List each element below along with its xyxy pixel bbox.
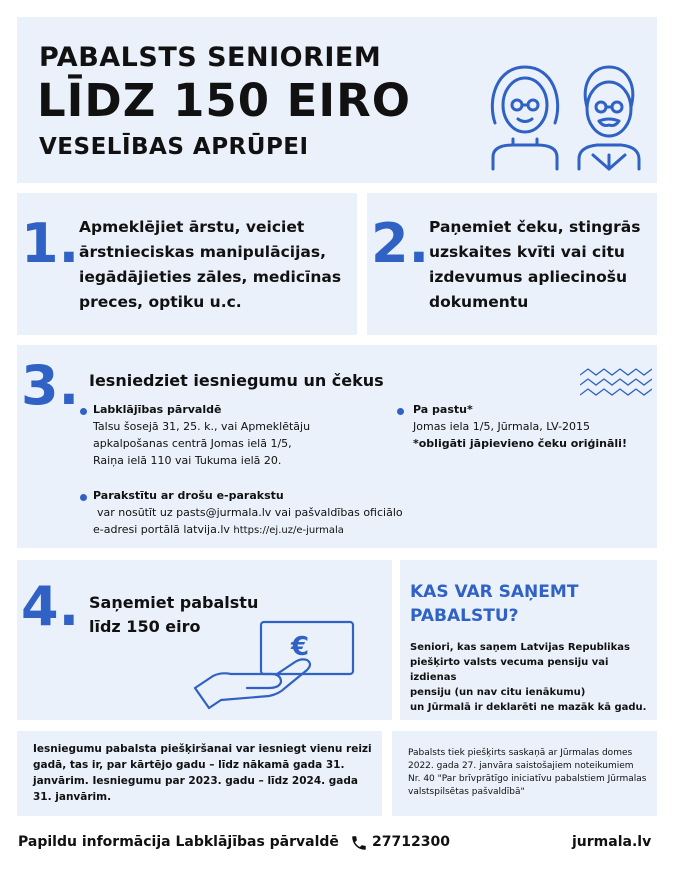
wave-decoration (580, 367, 652, 399)
step-4-panel (17, 560, 392, 720)
phone-icon (350, 834, 368, 852)
euro-symbol: € (291, 632, 310, 662)
header-panel (17, 17, 657, 183)
eligibility-text (410, 640, 656, 715)
step-3-panel (17, 345, 657, 548)
bullet-1-title: Labklājības pārvaldē (93, 403, 222, 416)
deadline-panel (17, 731, 382, 816)
step-3-number: 3. (21, 354, 80, 417)
title-line-2: LĪDZ 150 EIRO (37, 74, 412, 127)
bullet-2-line-1: var nosūtīt uz pasts@jurmala.lv vai pašvaldības oficiālo (97, 506, 403, 519)
eligibility-heading-2: PABALSTU? (410, 606, 519, 626)
bullet-dot (80, 494, 87, 501)
bullet-3 (413, 401, 653, 452)
footer-site[interactable]: jurmala.lv (572, 834, 652, 850)
title-line-3: VESELĪBAS APRŪPEI (39, 134, 309, 160)
bullet-3-note: *obligāti jāpievieno čeku oriģināli! (413, 437, 627, 450)
eligibility-line-1: Seniori, kas saņem Latvijas Republikas (410, 642, 630, 653)
bullet-3-line-1: Jomas iela 1/5, Jūrmala, LV-2015 (413, 420, 591, 433)
step-4-line-1: Saņemiet pabalstu (89, 593, 259, 612)
bullet-2-line-2 (93, 521, 473, 539)
bullet-1-line-3: Raiņa ielā 110 vai Tukuma ielā 20. (93, 454, 282, 467)
step-1-panel (17, 193, 357, 335)
step-2-panel (367, 193, 657, 335)
step-3-title: Iesniedziet iesniegumu un čekus (89, 371, 384, 390)
bullet-dot (397, 408, 404, 415)
eligibility-heading-1: KAS VAR SAŅEMT (410, 582, 579, 602)
eligibility-panel (400, 560, 657, 720)
bullet-2-title: Parakstītu ar drošu e-parakstu (93, 489, 284, 502)
bullet-3-title: Pa pastu* (413, 403, 473, 416)
footer-info: Papildu informācija Labklājības pārvaldē (18, 834, 339, 850)
title-line-1: PABALSTS SENIORIEM (39, 42, 382, 73)
step-1-number: 1. (21, 212, 80, 275)
bullet-2-line-2-text: e-adresi portālā latvija.lv (93, 523, 230, 536)
step-1-text: Apmeklējiet ārstu, veiciet ārstnieciskas manipulācijas, iegādājieties zāles, medicīnas preces, optiku u.c. (79, 218, 342, 311)
eligibility-line-2: piešķirto valsts vecuma pensiju vai izdienas (410, 657, 609, 683)
eligibility-line-4: un Jūrmalā ir deklarēti ne mazāk kā gadu. (410, 702, 647, 713)
e-jurmala-link[interactable]: https://ej.uz/e-jurmala (233, 525, 344, 536)
bullet-1-line-2: apkalpošanas centrā Jomas ielā 1/5, (93, 437, 292, 450)
step-4-line-2: līdz 150 eiro (89, 617, 201, 636)
bullet-1-line-1: Talsu šosejā 31, 25. k., vai Apmeklētāju (93, 420, 311, 433)
bullet-2 (93, 487, 473, 539)
bullet-dot (80, 408, 87, 415)
hand-with-banknote-icon (191, 618, 383, 712)
step-2-text: Paņemiet čeku, stingrās uzskaites kvīti vai citu izdevumus apliecinošu dokumentu (429, 218, 641, 311)
deadline-text: Iesniegumu pabalsta piešķiršanai var iesniegt vienu reizi gadā, tas ir, par kārtējo gadu – līdz nākamā gada 31. janvārim. Iesniegumu par 2023. gadu – līdz 2024. gada 31. janvārim. (33, 743, 372, 803)
legal-panel (392, 731, 657, 816)
seniors-icon (483, 59, 641, 171)
bullet-1 (93, 401, 393, 469)
eligibility-line-3: pensiju (un nav citu ienākumu) (410, 687, 586, 698)
legal-text: Pabalsts tiek piešķirts saskaņā ar Jūrmalas domes 2022. gada 27. janvāra saistošajiem noteikumiem Nr. 40 "Par brīvprātīgo iniciatīvu pabalstiem Jūrmalas valstspilsētas pašvaldībā" (408, 748, 647, 797)
step-4-number: 4. (21, 575, 80, 638)
footer-phone[interactable]: 27712300 (372, 834, 450, 850)
step-2-number: 2. (371, 212, 430, 275)
